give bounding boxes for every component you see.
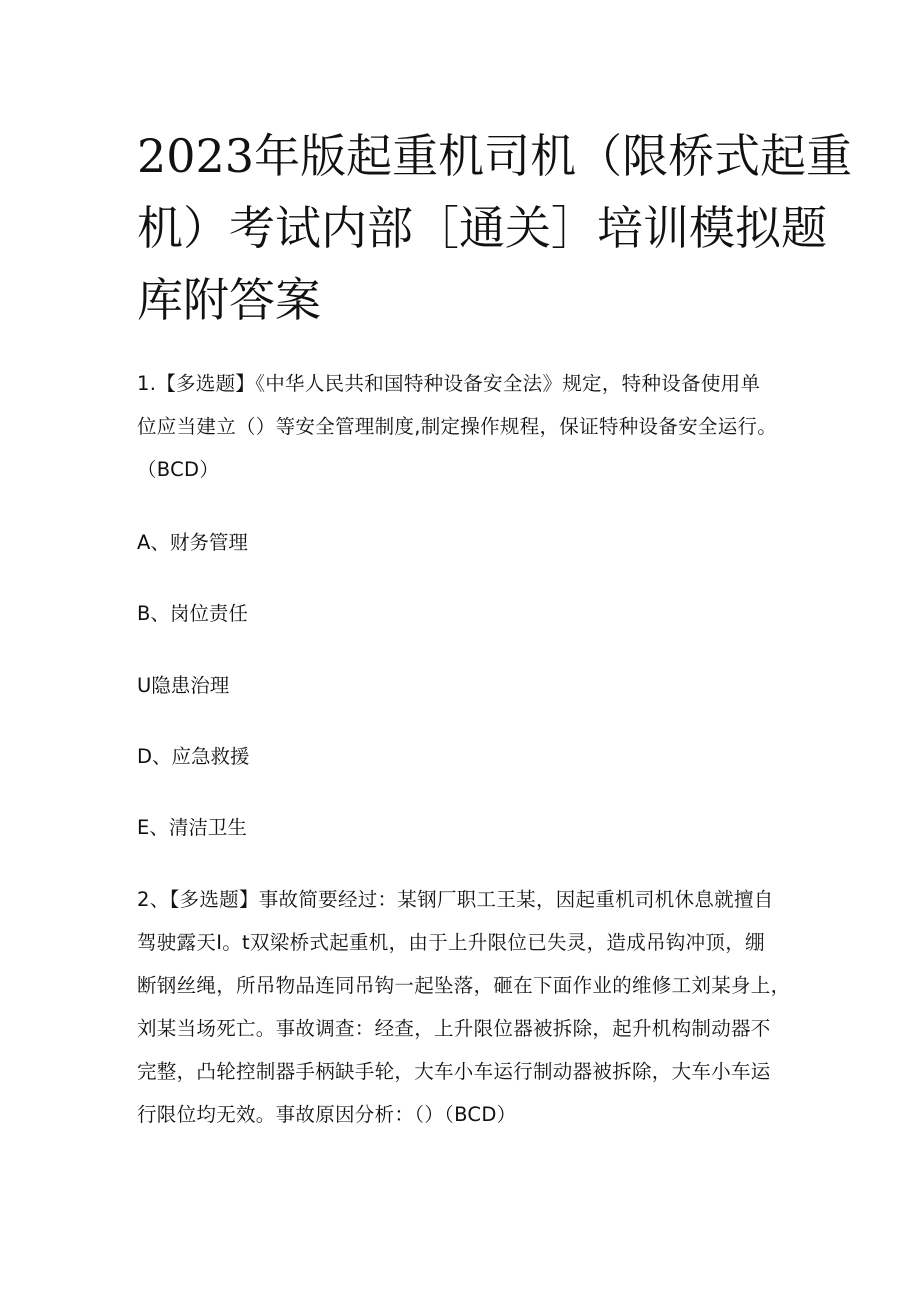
- question-line: 断钢丝绳，所吊物品连同吊钩一起坠落，砸在下面作业的维修工刘某身上，: [137, 974, 791, 997]
- question-line: 行限位均无效。事故原因分析：（）（BCD）: [137, 1103, 517, 1126]
- question-line: 1.【多选题】《中华人民共和国特种设备安全法》规定，特种设备使用单: [137, 372, 761, 395]
- question-line: （BCD）: [137, 458, 220, 481]
- question-1-option-c: U隐患治理: [137, 674, 230, 697]
- question-line: 刘某当场死亡。事故调查：经查，上升限位器被拆除，起升机构制动器不: [137, 1017, 771, 1040]
- question-line: 位应当建立（）等安全管理制度,制定操作规程，保证特种设备安全运行。: [137, 415, 778, 438]
- question-1-option-d: D、应急救援: [137, 745, 250, 768]
- title-line: 机）考试内部［通关］培训模拟题: [137, 201, 827, 255]
- title-line: 库附答案: [137, 273, 321, 327]
- question-1-option-e: E、清洁卫生: [137, 816, 247, 839]
- document-title: [137, 120, 853, 336]
- question-2-text: [137, 878, 797, 1136]
- question-line: 驾驶露天I。t双梁桥式起重机，由于上升限位已失灵，造成吊钩冲顶，绷: [137, 931, 765, 954]
- question-1-text: [137, 362, 797, 491]
- question-1-option-a: A、财务管理: [137, 531, 248, 554]
- question-line: 2、【多选题】事故简要经过：某钢厂职工王某，因起重机司机休息就擅自: [137, 888, 774, 911]
- title-line: 2023年版起重机司机（限桥式起重: [137, 129, 853, 183]
- question-1-option-b: B、岗位责任: [137, 602, 248, 625]
- question-line: 完整，凸轮控制器手柄缺手轮，大车小车运行制动器被拆除，大车小车运: [137, 1060, 771, 1083]
